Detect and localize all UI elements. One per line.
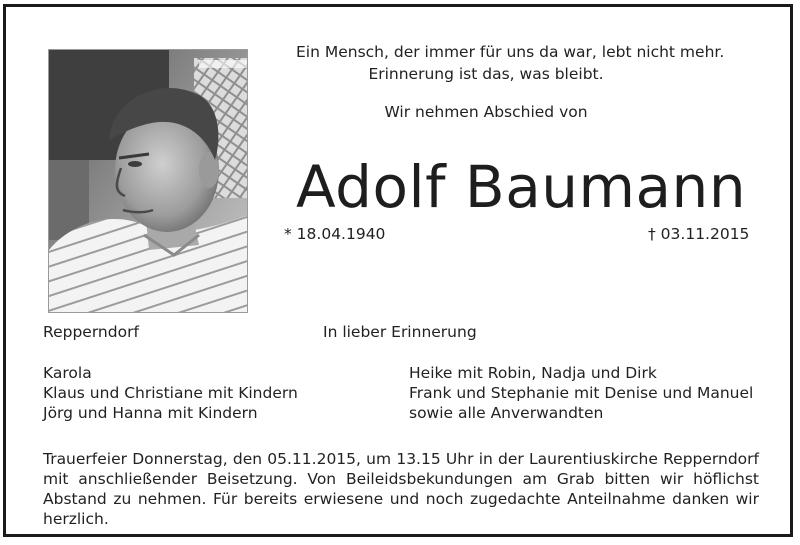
intro-line-2: Erinnerung ist das, was bleibt.	[368, 65, 604, 83]
mourner-left-3: Jörg und Hanna mit Kindern	[43, 404, 258, 422]
mourner-left-1: Karola	[43, 364, 92, 382]
obituary-card	[3, 4, 793, 537]
place-label: Repperndorf	[43, 323, 139, 341]
mourner-right-3: sowie alle Anverwandten	[409, 404, 604, 422]
birth-date: * 18.04.1940	[284, 225, 386, 243]
intro-line-1: Ein Mensch, der immer für uns da war, lebt nicht mehr.	[296, 43, 725, 61]
memory-label: In lieber Erinnerung	[323, 323, 477, 341]
death-date: † 03.11.2015	[648, 225, 750, 243]
funeral-notice: Trauerfeier Donnerstag, den 05.11.2015, um 13.15 Uhr in der Laurentiuskirche Repperndorf mit anschließender Beisetzung. Von Beileidsbekundungen am Grab bitten wir höflichst Abstand zu nehmen. Für bereits erwiesene und noch zugedachte Anteilnahme danken wir herzlich.	[43, 450, 759, 528]
mourner-left-2: Klaus und Christiane mit Kindern	[43, 384, 298, 402]
intro-line-3: Wir nehmen Abschied von	[384, 103, 588, 121]
deceased-name: Adolf Baumann	[296, 153, 747, 221]
mourner-right-1: Heike mit Robin, Nadja und Dirk	[409, 364, 657, 382]
portrait-photo	[48, 49, 248, 313]
mourner-right-2: Frank und Stephanie mit Denise und Manuel	[409, 384, 754, 402]
